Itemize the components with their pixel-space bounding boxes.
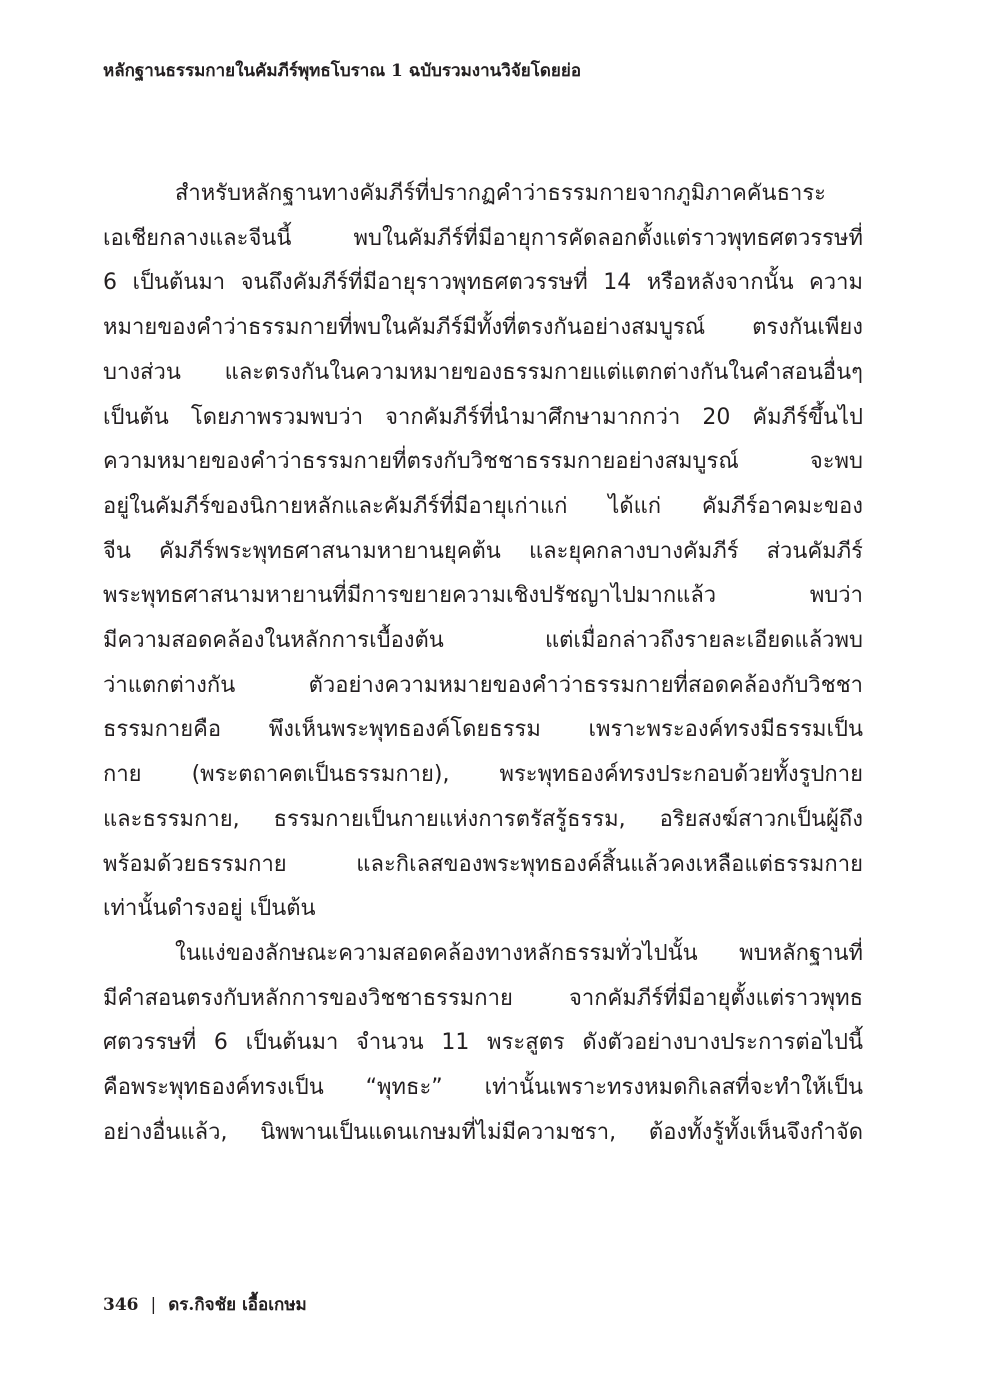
paragraph-line: ศตวรรษที่ 6 เป็นต้นมา จำนวน 11 พระสูตร ดังตัวอย่างบางประการต่อไปนี้: [103, 1030, 863, 1056]
paragraph-line: เป็นต้น โดยภาพรวมพบว่า จากคัมภีร์ที่นำมาศึกษามากกว่า 20 คัมภีร์ขึ้นไป: [103, 404, 863, 430]
paragraph-line: และธรรมกาย, ธรรมกายเป็นกายแห่งการตรัสรู้ธรรม, อริยสงฆ์สาวกเป็นผู้ถึง: [103, 806, 863, 832]
paragraph-line: กาย (พระตถาคตเป็นธรรมกาย), พระพุทธองค์ทรงประกอบด้วยทั้งรูปกาย: [103, 762, 863, 788]
paragraph-line: พร้อมด้วยธรรมกาย และกิเลสของพระพุทธองค์สิ้นแล้วคงเหลือแต่ธรรมกาย: [103, 851, 863, 877]
page-number: 346: [103, 1295, 139, 1315]
paragraph-line: พระพุทธศาสนามหายานที่มีการขยายความเชิงปรัชญาไปมากแล้ว พบว่า: [103, 583, 863, 609]
running-header: [103, 58, 903, 84]
paragraph-line: เอเชียกลางและจีนนี้ พบในคัมภีร์ที่มีอายุการคัดลอกตั้งแต่ราวพุทธศตวรรษที่: [103, 225, 863, 251]
paragraph-line: ว่าแตกต่างกัน ตัวอย่างความหมายของคำว่าธรรมกายที่สอดคล้องกับวิชชา: [103, 672, 863, 698]
author-name: ดร.กิจชัย เอื้อเกษม: [168, 1295, 307, 1315]
paragraph-line: ความหมายของคำว่าธรรมกายที่ตรงกับวิชชาธรรมกายอย่างสมบูรณ์ จะพบ: [103, 449, 863, 475]
paragraph-line: อยู่ในคัมภีร์ของนิกายหลักและคัมภีร์ที่มีอายุเก่าแก่ ได้แก่ คัมภีร์อาคมะของ: [103, 493, 863, 519]
paragraph-line: คือพระพุทธองค์ทรงเป็น “พุทธะ” เท่านั้นเพราะทรงหมดกิเลสที่จะทำให้เป็น: [103, 1075, 863, 1101]
page-footer: [103, 1292, 307, 1318]
paragraph-line: เท่านั้นดำรงอยู่ เป็นต้น: [103, 896, 316, 922]
paragraph-line: จีน คัมภีร์พระพุทธศาสนามหายานยุคต้น และยุคกลางบางคัมภีร์ ส่วนคัมภีร์: [103, 538, 863, 564]
paragraph-1: [103, 172, 863, 932]
paragraph-line: อย่างอื่นแล้ว, นิพพานเป็นแดนเกษมที่ไม่มีความชรา, ต้องทั้งรู้ทั้งเห็นจึงกำจัด: [103, 1119, 863, 1145]
body-text: [103, 172, 863, 1155]
paragraph-line: ในแง่ของลักษณะความสอดคล้องทางหลักธรรมทั่วไปนั้น พบหลักฐานที่: [175, 940, 863, 966]
paragraph-line: บางส่วน และตรงกันในความหมายของธรรมกายแต่แตกต่างกันในคำสอนอื่นๆ: [103, 359, 863, 385]
paragraph-line: มีความสอดคล้องในหลักการเบื้องต้น แต่เมื่อกล่าวถึงรายละเอียดแล้วพบ: [103, 628, 863, 654]
footer-separator: |: [150, 1295, 157, 1315]
paragraph-line: ธรรมกายคือ พึงเห็นพระพุทธองค์โดยธรรม เพราะพระองค์ทรงมีธรรมเป็น: [103, 717, 863, 743]
running-title: หลักฐานธรรมกายในคัมภีร์พุทธโบราณ 1 ฉบับรวมงานวิจัยโดยย่อ: [103, 61, 582, 81]
paragraph-line: 6 เป็นต้นมา จนถึงคัมภีร์ที่มีอายุราวพุทธศตวรรษที่ 14 หรือหลังจากนั้น ความ: [103, 270, 863, 296]
paragraph-line: มีคำสอนตรงกับหลักการของวิชชาธรรมกาย จากคัมภีร์ที่มีอายุตั้งแต่ราวพุทธ: [103, 985, 863, 1011]
paragraph-2: [103, 932, 863, 1156]
paragraph-line: หมายของคำว่าธรรมกายที่พบในคัมภีร์มีทั้งที่ตรงกันอย่างสมบูรณ์ ตรงกันเพียง: [103, 315, 863, 341]
paragraph-line: สำหรับหลักฐานทางคัมภีร์ที่ปรากฏคำว่าธรรมกายจากภูมิภาคคันธาระ: [175, 181, 826, 206]
